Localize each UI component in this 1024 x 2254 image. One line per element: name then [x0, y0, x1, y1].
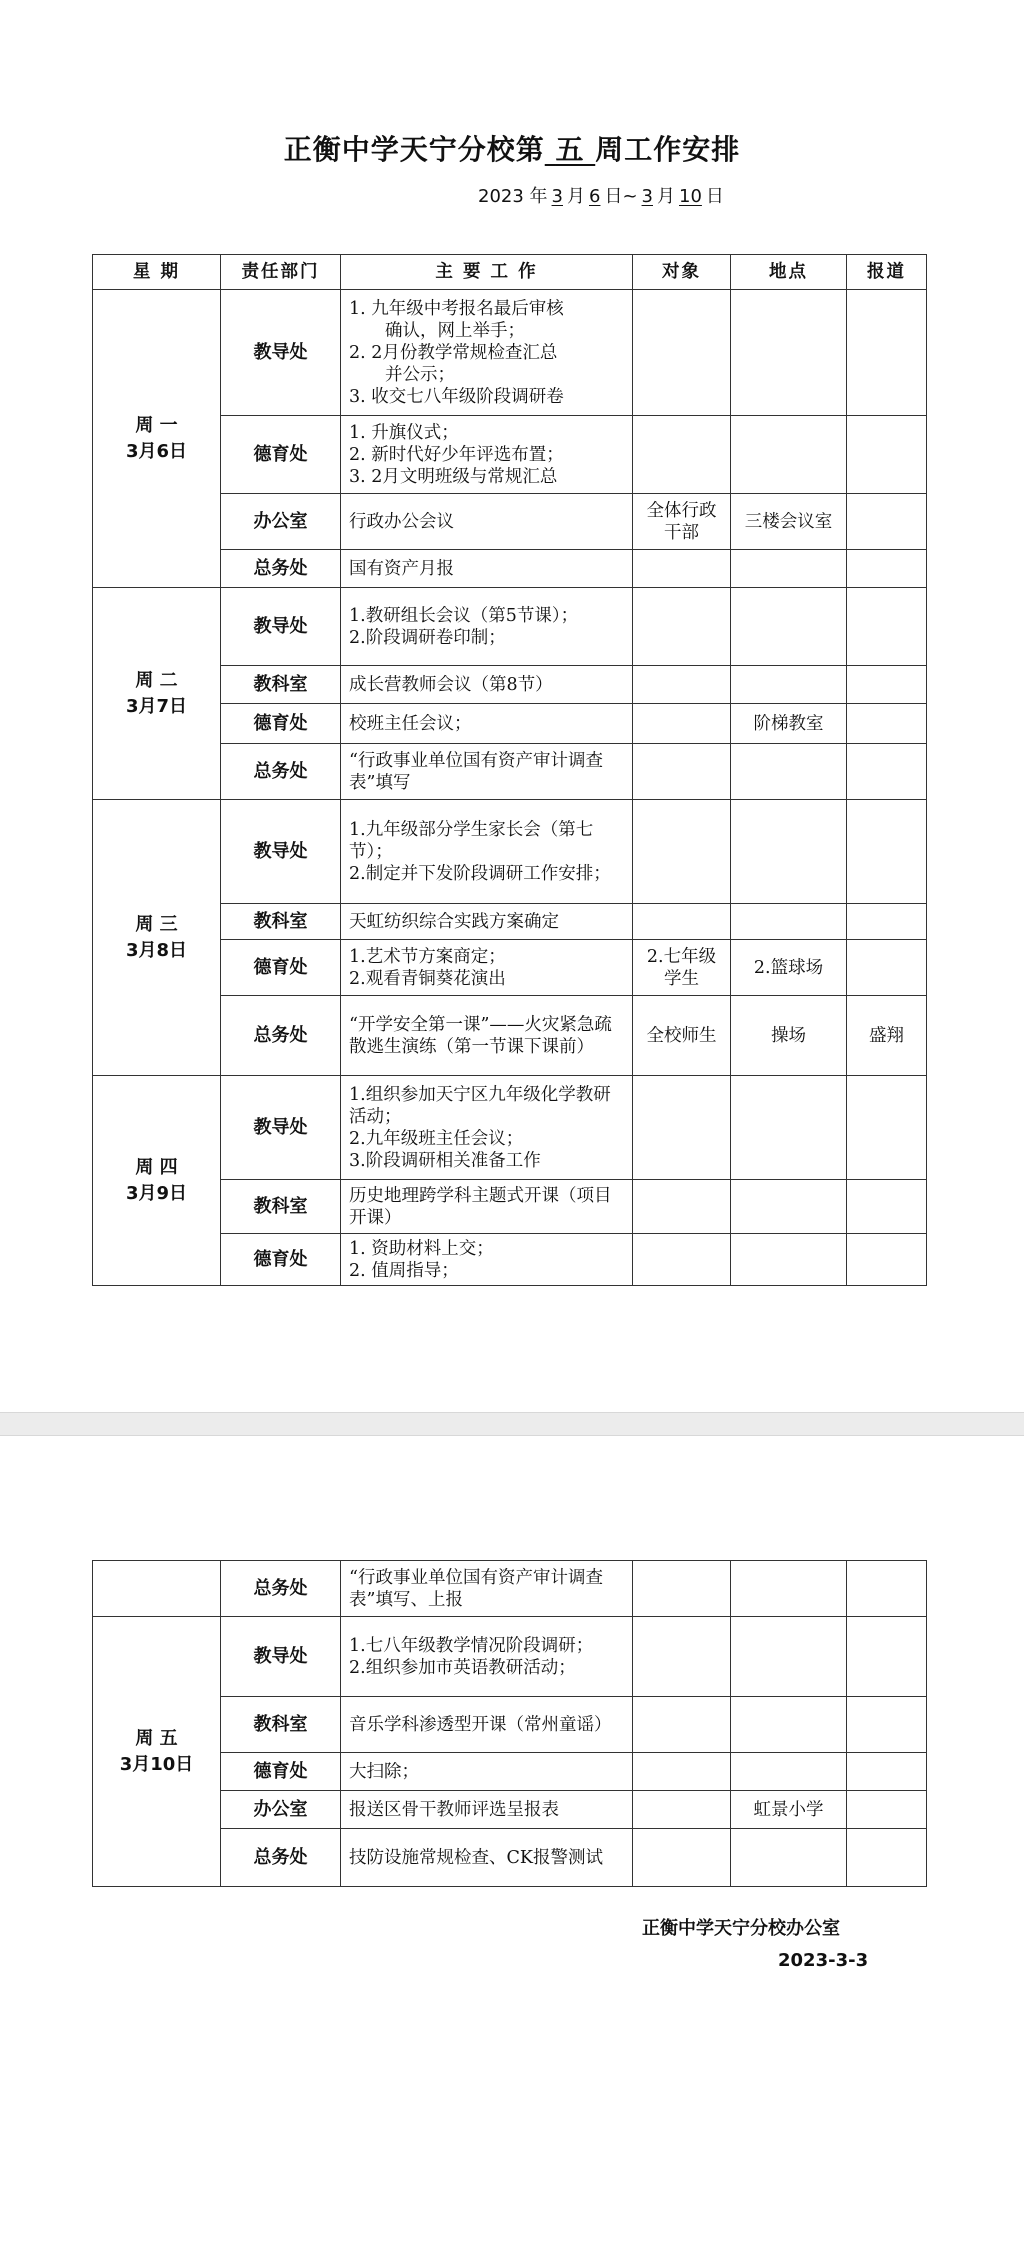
header-work: 主 要 工 作: [341, 255, 633, 290]
work-cell: 校班主任会议；: [341, 704, 633, 744]
dept-cell: 德育处: [221, 1753, 341, 1791]
dept-cell: 德育处: [221, 940, 341, 996]
work-cell: 音乐学科渗透型开课（常州童谣）: [341, 1697, 633, 1753]
schedule-table: [92, 254, 927, 1286]
work-cell: 1.艺术节方案商定； 2.观看青铜葵花演出: [341, 940, 633, 996]
dept-cell: 德育处: [221, 704, 341, 744]
dept-cell: 总务处: [221, 744, 341, 800]
place-cell: 阶梯教室: [731, 704, 847, 744]
week-number: 五: [555, 133, 585, 166]
table-row: [93, 588, 927, 666]
table-row: [93, 1617, 927, 1697]
dept-cell: 教导处: [221, 1076, 341, 1180]
dept-cell: 总务处: [221, 550, 341, 588]
dept-cell: 教科室: [221, 666, 341, 704]
table-header-row: [93, 255, 927, 290]
dept-cell: 办公室: [221, 1791, 341, 1829]
place-cell: 2.篮球场: [731, 940, 847, 996]
work-cell: 成长营教师会议（第8节）: [341, 666, 633, 704]
page-separator: [0, 1412, 1024, 1436]
work-cell: 历史地理跨学科主题式开课（项目开课）: [341, 1180, 633, 1234]
work-cell: 报送区骨干教师评选呈报表: [341, 1791, 633, 1829]
header-place: 地点: [731, 255, 847, 290]
target-cell: 全体行政干部: [633, 494, 731, 550]
schedule-table-continued: [92, 1560, 927, 1887]
header-target: 对象: [633, 255, 731, 290]
work-cell: “行政事业单位国有资产审计调查表”填写: [341, 744, 633, 800]
dept-cell: 教导处: [221, 1617, 341, 1697]
work-cell: 1.七八年级教学情况阶段调研； 2.组织参加市英语教研活动；: [341, 1617, 633, 1697]
footer-org: 正衡中学天宁分校办公室: [642, 1918, 840, 1939]
work-cell: 1.组织参加天宁区九年级化学教研活动； 2.九年级班主任会议； 3.阶段调研相关准备工作: [341, 1076, 633, 1180]
dept-cell: 教导处: [221, 588, 341, 666]
dept-cell: 德育处: [221, 416, 341, 494]
table-row: [93, 800, 927, 904]
header-weekday: 星 期: [93, 255, 221, 290]
date-range: 2023 年 3 月 6 日~ 3 月 10 日: [478, 186, 724, 207]
place-cell: 操场: [731, 996, 847, 1076]
day-cell-mon: 周 一 3月6日: [93, 290, 221, 588]
table-row: [93, 290, 927, 416]
work-cell: 1. 升旗仪式； 2. 新时代好少年评选布置； 3. 2月文明班级与常规汇总: [341, 416, 633, 494]
header-dept: 责任部门: [221, 255, 341, 290]
table-row: [93, 1076, 927, 1180]
dept-cell: 总务处: [221, 1561, 341, 1617]
day-cell-thu: 周 四 3月9日: [93, 1076, 221, 1286]
target-cell: 2.七年级学生: [633, 940, 731, 996]
dept-cell: 总务处: [221, 996, 341, 1076]
work-cell: 1.九年级部分学生家长会（第七节）； 2.制定并下发阶段调研工作安排；: [341, 800, 633, 904]
page-title: 正衡中学天宁分校第 五 周工作安排: [283, 133, 741, 166]
day-cell-fri: 周 五 3月10日: [93, 1617, 221, 1887]
work-cell: 技防设施常规检查、CK报警测试: [341, 1829, 633, 1887]
work-cell: 1.教研组长会议（第5节课）； 2.阶段调研卷印制；: [341, 588, 633, 666]
work-cell: 1. 九年级中考报名最后审核 确认，网上举手； 2. 2月份教学常规检查汇总 并公示； 3. 收交七八年级阶段调研卷: [341, 290, 633, 416]
work-cell: 天虹纺织综合实践方案确定: [341, 904, 633, 940]
footer-date: 2023-3-3: [778, 1950, 869, 1971]
table-row: [93, 1561, 927, 1617]
header-report: 报道: [847, 255, 927, 290]
day-cell-thu-continued: [93, 1561, 221, 1617]
dept-cell: 教导处: [221, 290, 341, 416]
work-cell: 1. 资助材料上交； 2. 值周指导；: [341, 1234, 633, 1286]
work-cell: 大扫除；: [341, 1753, 633, 1791]
work-cell: 国有资产月报: [341, 550, 633, 588]
day-cell-wed: 周 三 3月8日: [93, 800, 221, 1076]
dept-cell: 教科室: [221, 904, 341, 940]
dept-cell: 总务处: [221, 1829, 341, 1887]
work-cell: “开学安全第一课”——火灾紧急疏散逃生演练（第一节课下课前）: [341, 996, 633, 1076]
page-2: [0, 1436, 1024, 2254]
report-cell: 盛翔: [847, 996, 927, 1076]
dept-cell: 办公室: [221, 494, 341, 550]
dept-cell: 教导处: [221, 800, 341, 904]
work-cell: “行政事业单位国有资产审计调查表”填写、上报: [341, 1561, 633, 1617]
place-cell: 三楼会议室: [731, 494, 847, 550]
day-cell-tue: 周 二 3月7日: [93, 588, 221, 800]
target-cell: 全校师生: [633, 996, 731, 1076]
place-cell: 虹景小学: [731, 1791, 847, 1829]
work-cell: 行政办公会议: [341, 494, 633, 550]
dept-cell: 教科室: [221, 1697, 341, 1753]
dept-cell: 德育处: [221, 1234, 341, 1286]
dept-cell: 教科室: [221, 1180, 341, 1234]
